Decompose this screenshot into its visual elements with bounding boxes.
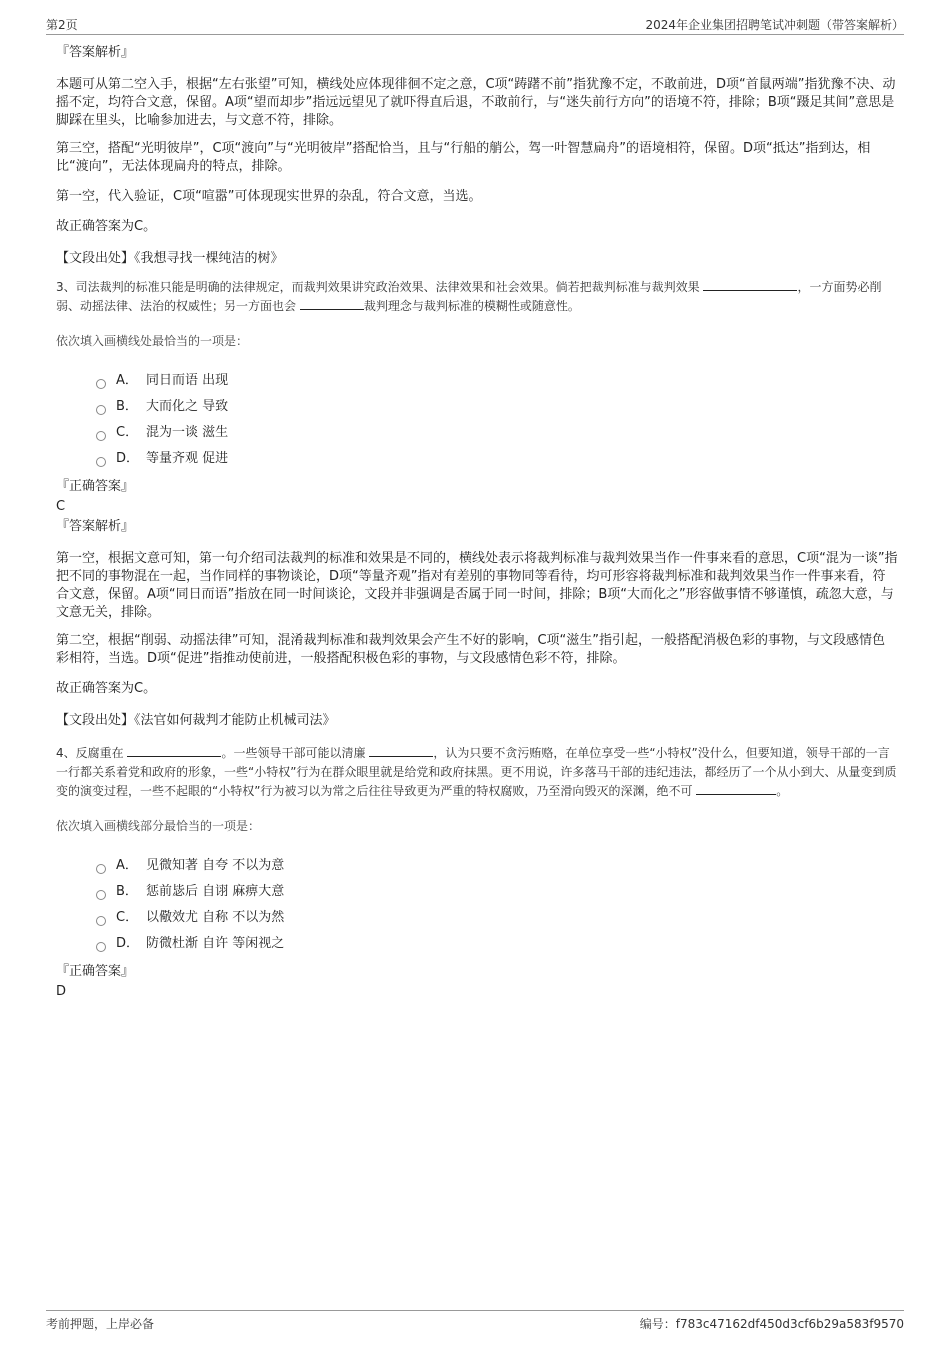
page-header [46,14,904,35]
radio-icon[interactable] [96,890,106,900]
stem-text: ，认为只要不贪污贿赂，在单位享受一些“小特权”没什么，但要知道，领导干部的一言一行都关系着党和政府的形象，一些“小特权”行为在群众眼里就是给党和政府抹黑。更不用说，许多落马干部的违纪违法，都经历了一个从小到大、从量变到质变的演变过程，一些不起眼的“小特权”行为被习以为常之后往往导致更为严重的特权腐败，乃至滑向毁灭的深渊，绝不可 [56,746,897,798]
option-text: 同日而语 出现 [146,373,229,388]
option-b[interactable] [96,394,898,420]
question-prompt: 依次填入画横线部分最恰当的一项是： [56,819,261,833]
option-letter: A． [116,373,138,388]
answer-label: 『正确答案』 [56,964,135,979]
option-a[interactable] [96,368,898,394]
option-letter: D． [116,936,140,951]
analysis-paragraph: 第三空，搭配“光明彼岸”，C项“渡向”与“光明彼岸”搭配恰当，且与“行船的艄公，驾一叶智慧扁舟”的语境相符，保留。D项“抵达”指到达，相比“渡向”，无法体现扁舟的特点，排除。 [56,141,871,174]
option-text: 大而化之 导致 [146,399,229,414]
fill-blank [300,297,364,310]
radio-icon[interactable] [96,942,106,952]
option-text: 等量齐观 促进 [146,451,229,466]
option-d[interactable] [96,931,898,957]
option-a[interactable] [96,853,898,879]
option-letter: B． [116,884,138,899]
analysis-conclusion: 故正确答案为C。 [56,681,157,696]
radio-icon[interactable] [96,379,106,389]
question-stem [56,278,898,316]
option-letter: C． [116,910,139,925]
footer-slogan: 考前押题，上岸必备 [46,1317,155,1331]
fill-blank [127,744,221,757]
stem-text: 4、反腐重在 [56,746,124,760]
option-c[interactable] [96,905,898,931]
option-text: 防微杜渐 自许 等闲视之 [146,936,285,951]
question-prompt: 依次填入画横线处最恰当的一项是： [56,334,249,348]
analysis-paragraph: 第一空，代入验证，C项“喧嚣”可体现现实世界的杂乱，符合文意，当选。 [56,189,482,204]
option-letter: D． [116,451,140,466]
option-letter: B． [116,399,138,414]
stem-text: 裁判理念与裁判标准的模糊性或随意性。 [363,299,580,313]
option-letter: A． [116,858,138,873]
fill-blank [703,278,797,291]
source-citation: 【文段出处】《我想寻找一棵纯洁的树》 [56,251,284,266]
page-number: 第2页 [46,18,78,32]
analysis-paragraph: 第二空，根据“削弱、动摇法律”可知，混淆裁判标准和裁判效果会产生不好的影响，C项“滋生”指引起，一般搭配消极色彩的事物，与文段感情色彩相符，当选。D项“促进”指推动使前进，一般搭配积极色彩的事物，与文段感情色彩不符，排除。 [56,633,886,666]
option-d[interactable] [96,446,898,472]
analysis-label: 『答案解析』 [56,519,135,534]
analysis-conclusion: 故正确答案为C。 [56,219,157,234]
analysis-paragraph: 第一空，根据文意可知，第一句介绍司法裁判的标准和效果是不同的，横线处表示将裁判标准与裁判效果当作一件事来看的意思，C项“混为一谈”指把不同的事物混在一起，当作同样的事物谈论，D项“等量齐观”指对有差别的事物同等看待，均可形容将裁判标准和裁判效果当作一件事来看，符合文意，保留。A项“同日而语”指放在同一时间谈论，文段并非强调是否属于同一时间，排除；B项“大而化之”形容做事情不够谨慎，疏忽大意，与文意无关，排除。 [56,551,898,620]
option-b[interactable] [96,879,898,905]
question-2-analysis [56,44,898,268]
radio-icon[interactable] [96,457,106,467]
radio-icon[interactable] [96,916,106,926]
stem-text: 。一些领导干部可能以清廉 [221,746,366,760]
document-id: 编号：f783c47162df450d3cf6b29a583f9570 [639,1317,904,1331]
fill-blank [696,782,776,795]
answer-label: 『正确答案』 [56,479,135,494]
option-text: 以儆效尤 自称 不以为然 [146,910,285,925]
correct-answer: D [56,984,67,999]
question-stem [56,744,898,801]
source-citation: 【文段出处】《法官如何裁判才能防止机械司法》 [56,713,336,728]
stem-text: 3、司法裁判的标准只能是明确的法律规定，而裁判效果讲究政治效果、法律效果和社会效果。倘若把裁判标准与裁判效果 [56,280,700,294]
option-text: 惩前毖后 自诩 麻痹大意 [146,884,285,899]
document-body [56,44,898,1001]
option-text: 混为一谈 滋生 [146,425,229,440]
radio-icon[interactable] [96,864,106,874]
analysis-paragraph: 本题可从第二空入手，根据“左右张望”可知，横线处应体现徘徊不定之意，C项“踌躇不前”指犹豫不定，不敢前进，D项“首鼠两端”指犹豫不决、动摇不定，均符合文意，保留。A项“望而却步”指远远望见了就吓得直后退，不敢前行，与“迷失前行方向”的语境不符，排除；B项“蹑足其间”意思是脚踩在里头，比喻参加进去，与文意不符，排除。 [56,77,896,128]
option-list [96,368,898,472]
question-3 [56,278,898,730]
radio-icon[interactable] [96,431,106,441]
radio-icon[interactable] [96,405,106,415]
option-c[interactable] [96,420,898,446]
document-title: 2024年企业集团招聘笔试冲刺题（带答案解析） [645,18,904,32]
page-footer [46,1310,904,1335]
option-list [96,853,898,957]
option-text: 见微知著 自夸 不以为意 [146,858,285,873]
stem-text: 。 [776,784,789,798]
correct-answer: C [56,499,66,514]
fill-blank [369,744,433,757]
question-4 [56,744,898,1001]
analysis-label: 『答案解析』 [56,45,135,60]
option-letter: C． [116,425,139,440]
stem-text: ，一方面势必削弱、动摇法律、法治的权威性；另一方面也会 [56,280,882,313]
